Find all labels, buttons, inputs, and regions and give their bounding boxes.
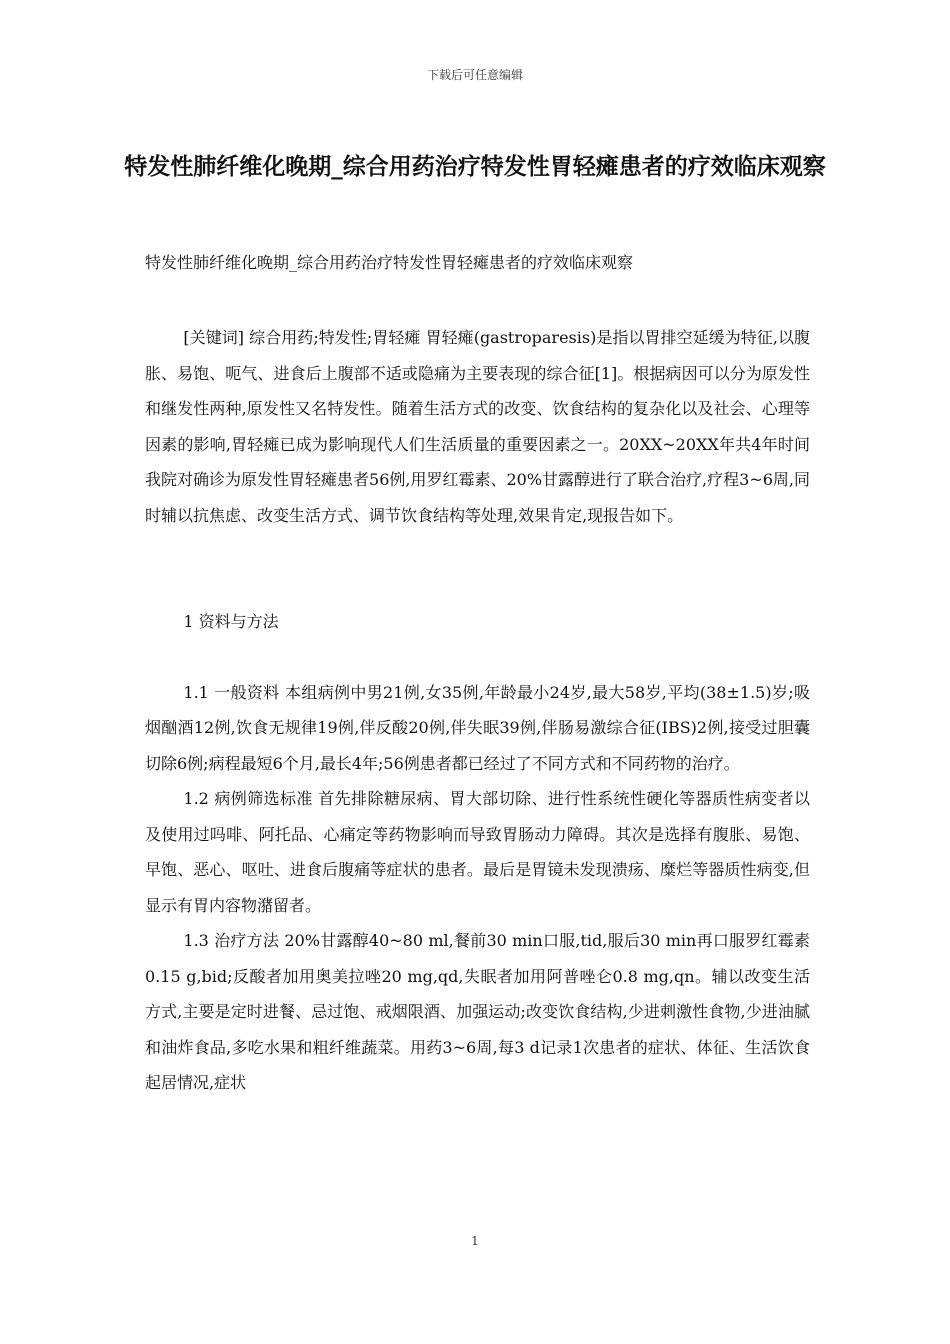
document-subtitle: 特发性肺纤维化晚期_综合用药治疗特发性胃轻瘫患者的疗效临床观察 [145, 253, 634, 272]
paragraph-1-1: 1.1 一般资料 本组病例中男21例,女35例,年龄最小24岁,最大58岁,平均(38±1.5)岁;吸烟酗酒12例,饮食无规律19例,伴反酸20例,伴失眠39例,伴肠易激综合征(IBS)2例,接受过胆囊切除6例;病程最短6个月,最长4年;56例患者都已经过了不同方式和不同药物的治疗。 [145, 682, 810, 773]
document-body [145, 320, 810, 1101]
paragraph-1-3: 1.3 治疗方法 20%甘露醇40~80 ml,餐前30 min口服,tid,服后30 min再口服罗红霉素0.15 g,bid;反酸者加用奥美拉唑20 mg,qd,失眠者加用阿普唑仑0.8 mg,qn。辅以改变生活方式,主要是定时进餐、忌过饱、戒烟限酒、加强运动;改变饮食结构,少进刺激性食物,少进油腻和油炸食品,多吃水果和粗纤维蔬菜。用药3~6周,每3 d记录1次患者的症状、体征、生活饮食起居情况,症状 [145, 931, 810, 1092]
page-header: 下载后可任意编辑 [426, 68, 523, 82]
document-title: 特发性肺纤维化晚期_综合用药治疗特发性胃轻瘫患者的疗效临床观察 [124, 153, 826, 180]
section-heading: 1 资料与方法 [183, 612, 279, 631]
page-number: 1 [471, 1234, 479, 1248]
keywords-paragraph: [关键词] 综合用药;特发性;胃轻瘫 胃轻瘫(gastroparesis)是指以胃排空延缓为特征,以腹胀、易饱、呃气、进食后上腹部不适或隐痛为主要表现的综合征[1]。根据病因可以分为原发性和继发性两种,原发性又名特发性。随着生活方式的改变、饮食结构的复杂化以及社会、心理等因素的影响,胃轻瘫已成为影响现代人们生活质量的重要因素之一。20XX~20XX年共4年时间我院对确诊为原发性胃轻瘫患者56例,用罗红霉素、20%甘露醇进行了联合治疗,疗程3~6周,同时辅以抗焦虑、改变生活方式、调节饮食结构等处理,效果肯定,现报告如下。 [145, 328, 810, 525]
paragraph-1-2: 1.2 病例筛选标准 首先排除糖尿病、胃大部切除、进行性系统性硬化等器质性病变者以及使用过吗啡、阿托品、心痛定等药物影响而导致胃肠动力障碍。其次是选择有腹胀、易饱、早饱、恶心、呕吐、进食后腹痛等症状的患者。最后是胃镜未发现溃疡、糜烂等器质性病变,但显示有胃内容物潴留者。 [145, 789, 810, 915]
